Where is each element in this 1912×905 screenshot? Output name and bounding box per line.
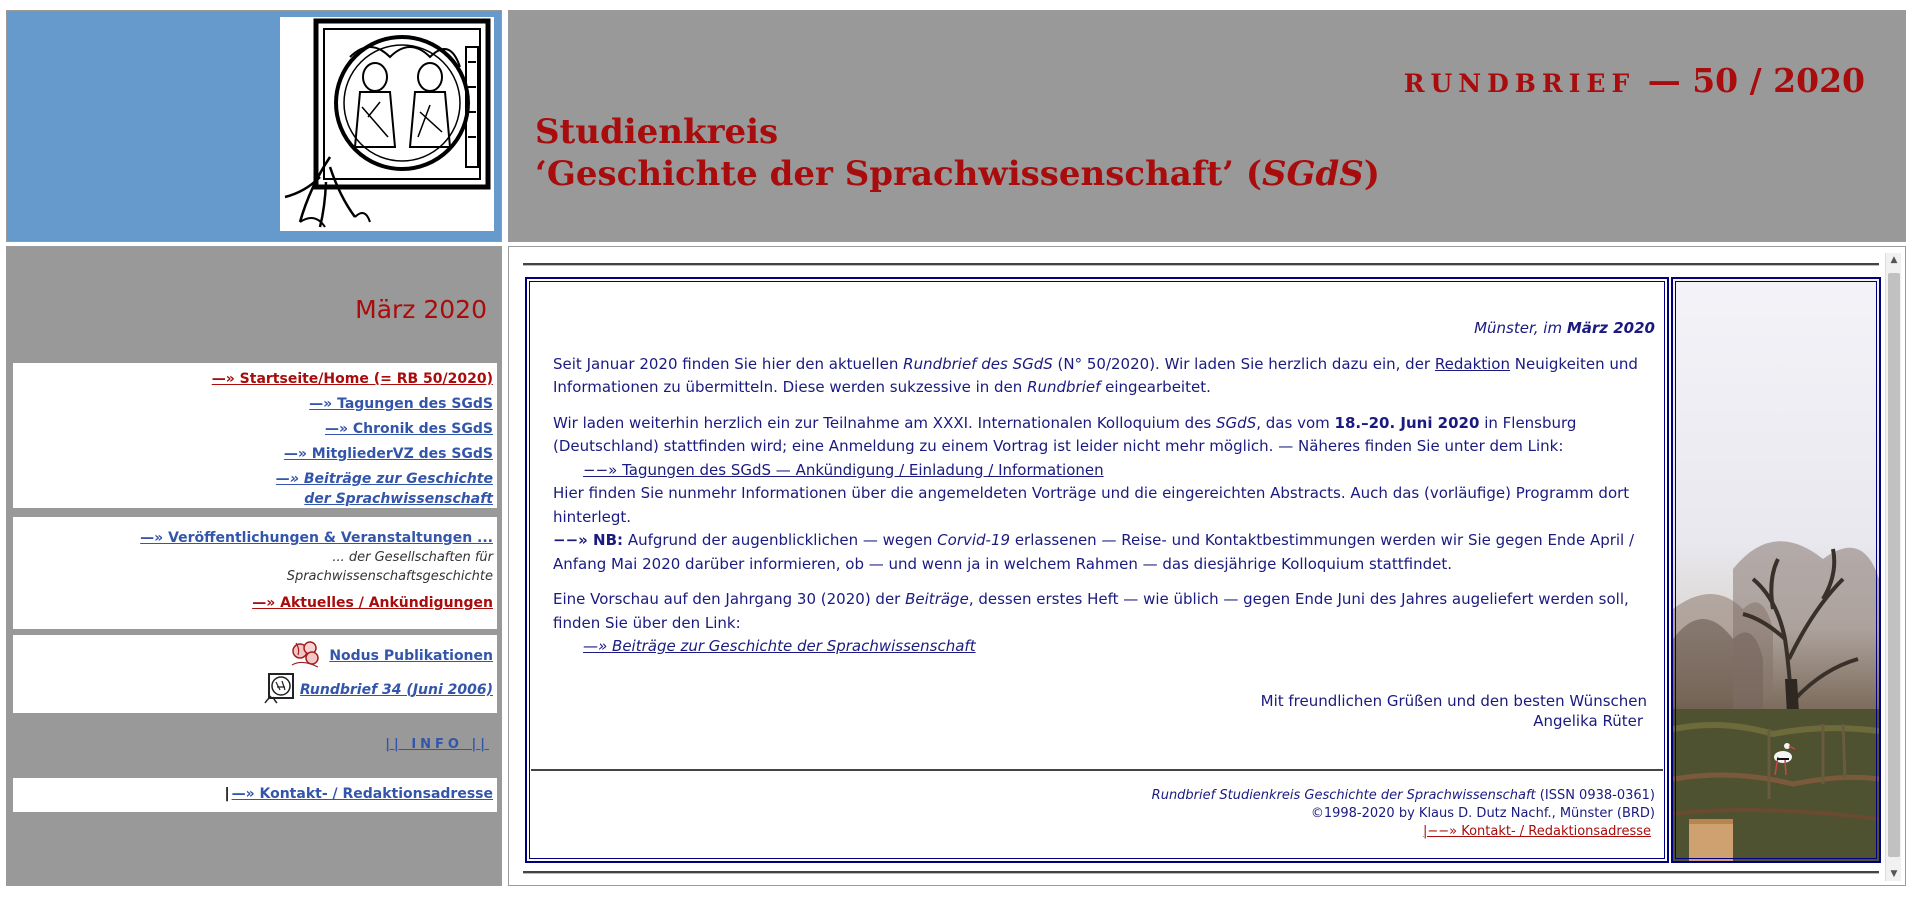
scroll-thumb[interactable] bbox=[1888, 273, 1900, 857]
date-heading: März 2020 bbox=[355, 295, 487, 324]
tree-stork-photo bbox=[1671, 277, 1881, 863]
manuscript-icon[interactable] bbox=[263, 672, 297, 708]
kontakt-box bbox=[13, 778, 497, 812]
rundbrief-number: — 50 / 2020 bbox=[1647, 61, 1865, 100]
signature: Angelika Rüter bbox=[1533, 711, 1643, 730]
nav-tagungen-link[interactable]: —» Tagungen des SGdS bbox=[309, 396, 493, 412]
header bbox=[508, 10, 1906, 242]
rundbrief-word: RUNDBRIEF bbox=[1403, 69, 1636, 98]
letter-panel bbox=[525, 277, 1669, 863]
main-content bbox=[508, 246, 1906, 886]
society-line-1: Studienkreis bbox=[535, 112, 779, 152]
paragraph-1: Seit Januar 2020 finden Sie hier den aktuellen Rundbrief des SGdS (N° 50/2020). Wir laden Sie herzlich dazu ein, der Redaktion Neuigkeiten und Informationen zu übermitteln. Diese werden sukzessive in den Rundbrief eingearbeitet. bbox=[553, 354, 1638, 396]
rundbrief-34-link[interactable]: Rundbrief 34 (Juni 2006) bbox=[299, 682, 493, 698]
secondary-nav bbox=[13, 517, 497, 629]
society-abbr: SGdS bbox=[1261, 154, 1364, 194]
kontakt-link[interactable]: —» Kontakt- / Redaktionsadresse bbox=[231, 786, 493, 802]
footer-issn: (ISSN 0938-0361) bbox=[1535, 788, 1655, 803]
scrollbar[interactable] bbox=[1885, 253, 1901, 881]
nb-label: −−» NB: bbox=[553, 531, 624, 549]
illuminated-initial-icon bbox=[280, 17, 494, 231]
nav-home-link[interactable]: —» Startseite/Home (= RB 50/2020) bbox=[211, 371, 493, 387]
veroeff-note-2: Sprachwissenschaftsgeschichte bbox=[286, 569, 493, 584]
logo-panel bbox=[6, 10, 502, 242]
beitraege-line-2: der Sprachwissenschaft bbox=[304, 491, 493, 507]
top-rule bbox=[523, 263, 1879, 266]
greeting-line: Mit freundlichen Grüßen und den besten Wünschen bbox=[1260, 691, 1647, 710]
footer-kontakt-link[interactable]: |−−» Kontakt- / Redaktionsadresse bbox=[1422, 824, 1651, 839]
nb-paragraph: −−» NB: Aufgrund der augenblicklichen — wegen Corvid-19 erlassenen — Reise- und Kontaktbestimmungen werden wir Sie gegen Ende April / Anfang Mai 2020 darüber informieren, ob — und wenn ja in welchem Rahmen — das diesjährige Kolloquium stattfindet. bbox=[553, 531, 1635, 573]
nodus-publikationen-link[interactable]: Nodus Publikationen bbox=[329, 647, 493, 664]
letter-body[interactable] bbox=[553, 279, 1655, 731]
rb34-row bbox=[13, 673, 497, 707]
footer-title: Rundbrief Studienkreis Geschichte der Sprachwissenschaft bbox=[1151, 788, 1536, 803]
nav-mitglieder-link[interactable]: —» MitgliederVZ des SGdS bbox=[283, 446, 493, 462]
place: Münster, im bbox=[1474, 319, 1567, 337]
society-title bbox=[535, 111, 1380, 195]
footer-rule bbox=[531, 769, 1663, 771]
kontakt-row bbox=[13, 782, 497, 807]
nav-chronik-link[interactable]: —» Chronik des SGdS bbox=[324, 421, 493, 437]
veroeff-note-1: ... der Gesellschaften für bbox=[332, 550, 493, 565]
beitraege-link[interactable]: —» Beiträge zur Geschichte der Sprachwissenschaft bbox=[583, 637, 976, 655]
nav-veroeffentlichungen-link[interactable]: —» Veröffentlichungen & Veranstaltungen ... bbox=[140, 530, 493, 546]
scroll-up-icon[interactable]: ▲ bbox=[1890, 255, 1898, 265]
tagungen-info-link[interactable]: −−» Tagungen des SGdS — Ankündigung / Einladung / Informationen bbox=[583, 460, 1104, 479]
society-name: ‘Geschichte der Sprachwissenschaft’ ( bbox=[535, 154, 1262, 194]
society-line-2 bbox=[535, 153, 1380, 195]
publications-nav bbox=[13, 635, 497, 713]
paragraph-2: Wir laden weiterhin herzlich ein zur Teilnahme am XXXI. Internationalen Kolloquium des SGdS, das vom 18.–20. Juni 2020 in Flensburg (Deutschland) stattfinden wird; eine Anmeldung zu einem Vortrag ist leider nicht mehr möglich. — Näheres finden Sie unter dem Link: bbox=[553, 413, 1577, 455]
nav-beitraege-link[interactable] bbox=[13, 467, 497, 509]
redaktion-link[interactable]: Redaktion bbox=[1434, 354, 1510, 373]
society-paren: ) bbox=[1363, 154, 1380, 194]
footer-copyright: ©1998-2020 by Klaus D. Dutz Nachf., Münster (BRD) bbox=[1310, 806, 1655, 821]
greeting bbox=[553, 691, 1647, 731]
sidebar bbox=[6, 246, 502, 886]
main-nav bbox=[13, 363, 497, 508]
nodus-row bbox=[13, 639, 497, 673]
info-link[interactable]: || INFO || bbox=[385, 737, 489, 752]
bottom-rule bbox=[523, 871, 1879, 874]
paragraph-3: Eine Vorschau auf den Jahrgang 30 (2020) der Beiträge, dessen erstes Heft — wie üblich — gegen Ende Juni des Jahres augeliefert werden soll, finden Sie über den Link: bbox=[553, 590, 1629, 632]
footer bbox=[1152, 787, 1655, 841]
footer-title-row bbox=[1152, 787, 1655, 805]
flower-icon[interactable] bbox=[288, 639, 326, 673]
letter-date: März 2020 bbox=[1566, 319, 1655, 337]
rundbrief-title bbox=[1404, 61, 1865, 100]
tagungen-link-row bbox=[553, 459, 1647, 483]
scroll-down-icon[interactable]: ▼ bbox=[1890, 869, 1898, 879]
paragraph-2-cont: Hier finden Sie nunmehr Informationen über die angemeldeten Vorträge und die eingereichten Abstracts. Auch das (vorläufige) Programm dort hinterlegt. bbox=[553, 484, 1630, 526]
beitraege-line-1: —» Beiträge zur Geschichte bbox=[275, 471, 493, 487]
beitraege-link-row bbox=[553, 635, 1647, 659]
place-date bbox=[553, 317, 1655, 341]
kontakt-prefix: | bbox=[224, 786, 230, 802]
nav-aktuelles-link[interactable]: —» Aktuelles / Ankündigungen bbox=[252, 595, 493, 611]
